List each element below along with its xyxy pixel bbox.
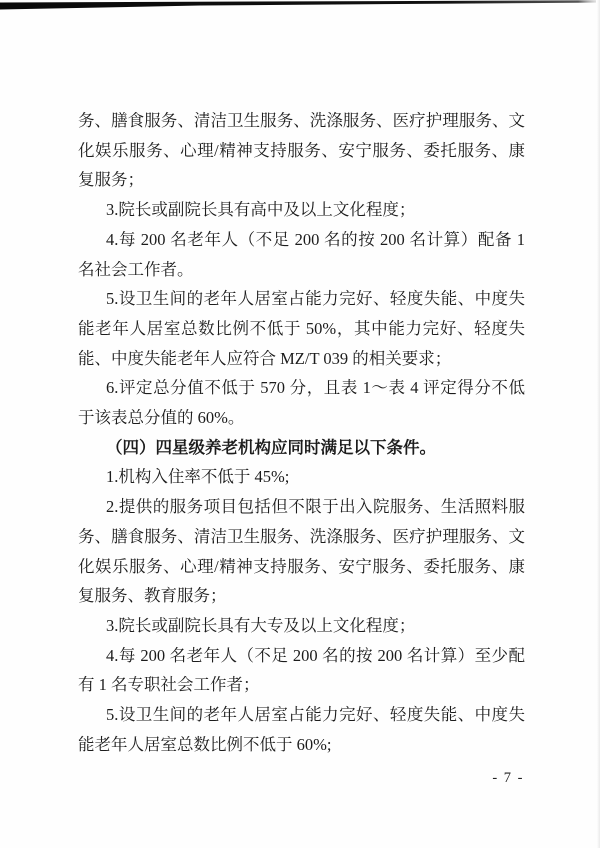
paragraph-item-3b: 3.院长或副院长具有大专及以上文化程度； <box>106 615 416 635</box>
page-number: - 7 - <box>492 770 524 786</box>
paragraph-item-3: 3.院长或副院长具有高中及以上文化程度； <box>106 200 416 220</box>
paragraph-item-4: 4.每 200 名老年人（不足 200 名的按 200 名计算）配备 1 名社会工作者。 <box>78 229 525 279</box>
section-heading-four-star: （四）四星级养老机构应同时满足以下条件。 <box>106 437 437 457</box>
paragraph-item-2: 2.提供的服务项目包括但不限于出入院服务、生活照料服务、膳食服务、清洁卫生服务、洗涤服务、医疗护理服务、文化娱乐服务、心理/精神支持服务、安宁服务、委托服务、康复服务、教育服务； <box>78 497 525 606</box>
paragraph-item-1: 1.机构入住率不低于 45%; <box>106 467 290 487</box>
paragraph-item-5b: 5.设卫生间的老年人居室占能力完好、轻度失能、中度失能老年人居室总数比例不低于 60%; <box>78 705 525 754</box>
paragraph-item-6: 6.评定总分值不低于 570 分，且表 1～表 4 评定得分不低于该表总分值的 60%。 <box>78 378 525 428</box>
document-body <box>78 106 525 759</box>
paragraph-continuation: 务、膳食服务、清洁卫生服务、洗涤服务、医疗护理服务、文化娱乐服务、心理/精神支持服务、安宁服务、委托服务、康复服务； <box>78 111 525 190</box>
paragraph-item-4b: 4.每 200 名老年人（不足 200 名的按 200 名计算）至少配有 1 名专职社会工作者； <box>78 645 525 695</box>
paragraph-item-5: 5.设卫生间的老年人居室占能力完好、轻度失能、中度失能老年人居室总数比例不低于 50%，其中能力完好、轻度失能、中度失能老年人应符合 MZ/T 039 的相关要求； <box>78 289 525 368</box>
scan-artifact-line <box>0 0 600 14</box>
